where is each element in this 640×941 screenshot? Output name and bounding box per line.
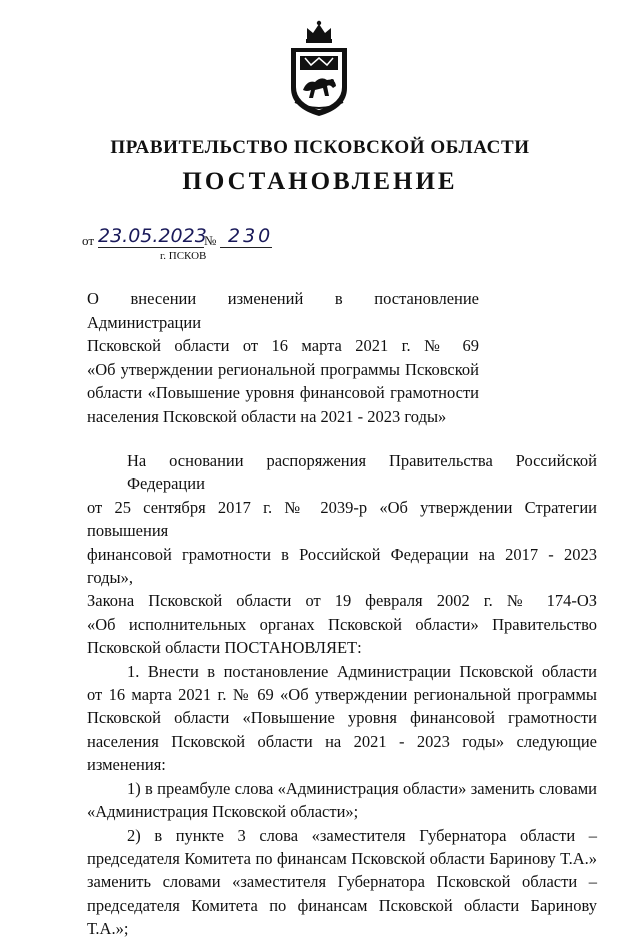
body-line: заменить словами «заместителя Губернатора Псковской области –: [87, 872, 597, 892]
body-line: Псковской области ПОСТАНОВЛЯЕТ:: [87, 638, 362, 658]
document-type-title: ПОСТАНОВЛЕНИЕ: [182, 168, 458, 195]
number-underline: [220, 247, 272, 248]
body-line: Псковской области «Повышение уровня финансовой грамотности: [87, 708, 597, 728]
city-label: г. ПСКОВ: [160, 250, 207, 262]
body-line: финансовой грамотности в Российской Федерации на 2017 - 2023 годы»,: [87, 544, 597, 588]
subject-line: области «Повышение уровня финансовой грамотности: [87, 383, 479, 403]
body-line: 2) в пункте 3 слова «заместителя Губернатора области –: [127, 825, 597, 845]
number-prefix: №: [204, 233, 217, 248]
subject-line: «Об утверждении региональной программы Псковской: [87, 359, 479, 379]
subject-line: О внесении изменений в постановление Администрации: [87, 289, 479, 332]
body-line: изменения:: [87, 755, 166, 775]
body-line: председателя Комитета по финансам Псковской области Баринову Т.А.»: [87, 848, 597, 868]
body-line: 1. Внести в постановление Администрации Псковской области: [127, 661, 597, 681]
body-line: 1) в преамбуле слова «Администрация области» заменить словами: [127, 778, 597, 798]
subject-line: Псковской области от 16 марта 2021 г. № 69: [87, 336, 479, 356]
body-line: населения Псковской области на 2021 - 2023 годы» следующие: [87, 731, 597, 751]
body-line: председателя Комитета по финансам Псковской области Баринову Т.А.»;: [87, 895, 597, 939]
number-value: 230: [228, 225, 274, 247]
body-line: «Об исполнительных органах Псковской области» Правительство: [87, 614, 597, 634]
body-line: «Администрация Псковской области»;: [87, 802, 359, 822]
body-line: от 16 марта 2021 г. № 69 «Об утверждении региональной программы: [87, 685, 597, 705]
document-subject: [87, 287, 479, 429]
date-value: 23.05.2023: [98, 225, 207, 247]
document-body: [87, 449, 597, 941]
organization-title: ПРАВИТЕЛЬСТВО ПСКОВСКОЙ ОБЛАСТИ: [110, 137, 530, 158]
date-prefix: от: [82, 233, 95, 248]
body-line: Закона Псковской области от 19 февраля 2002 г. № 174-ОЗ: [87, 591, 597, 611]
body-line: от 25 сентября 2017 г. № 2039-р «Об утверждении Стратегии повышения: [87, 497, 597, 541]
date-underline: [98, 247, 204, 248]
coat-of-arms-emblem: [283, 18, 355, 118]
body-line: На основании распоряжения Правительства Российской Федерации: [127, 451, 597, 494]
date-number-line: [82, 225, 302, 251]
subject-line: населения Псковской области на 2021 - 2023 годы»: [87, 406, 447, 426]
